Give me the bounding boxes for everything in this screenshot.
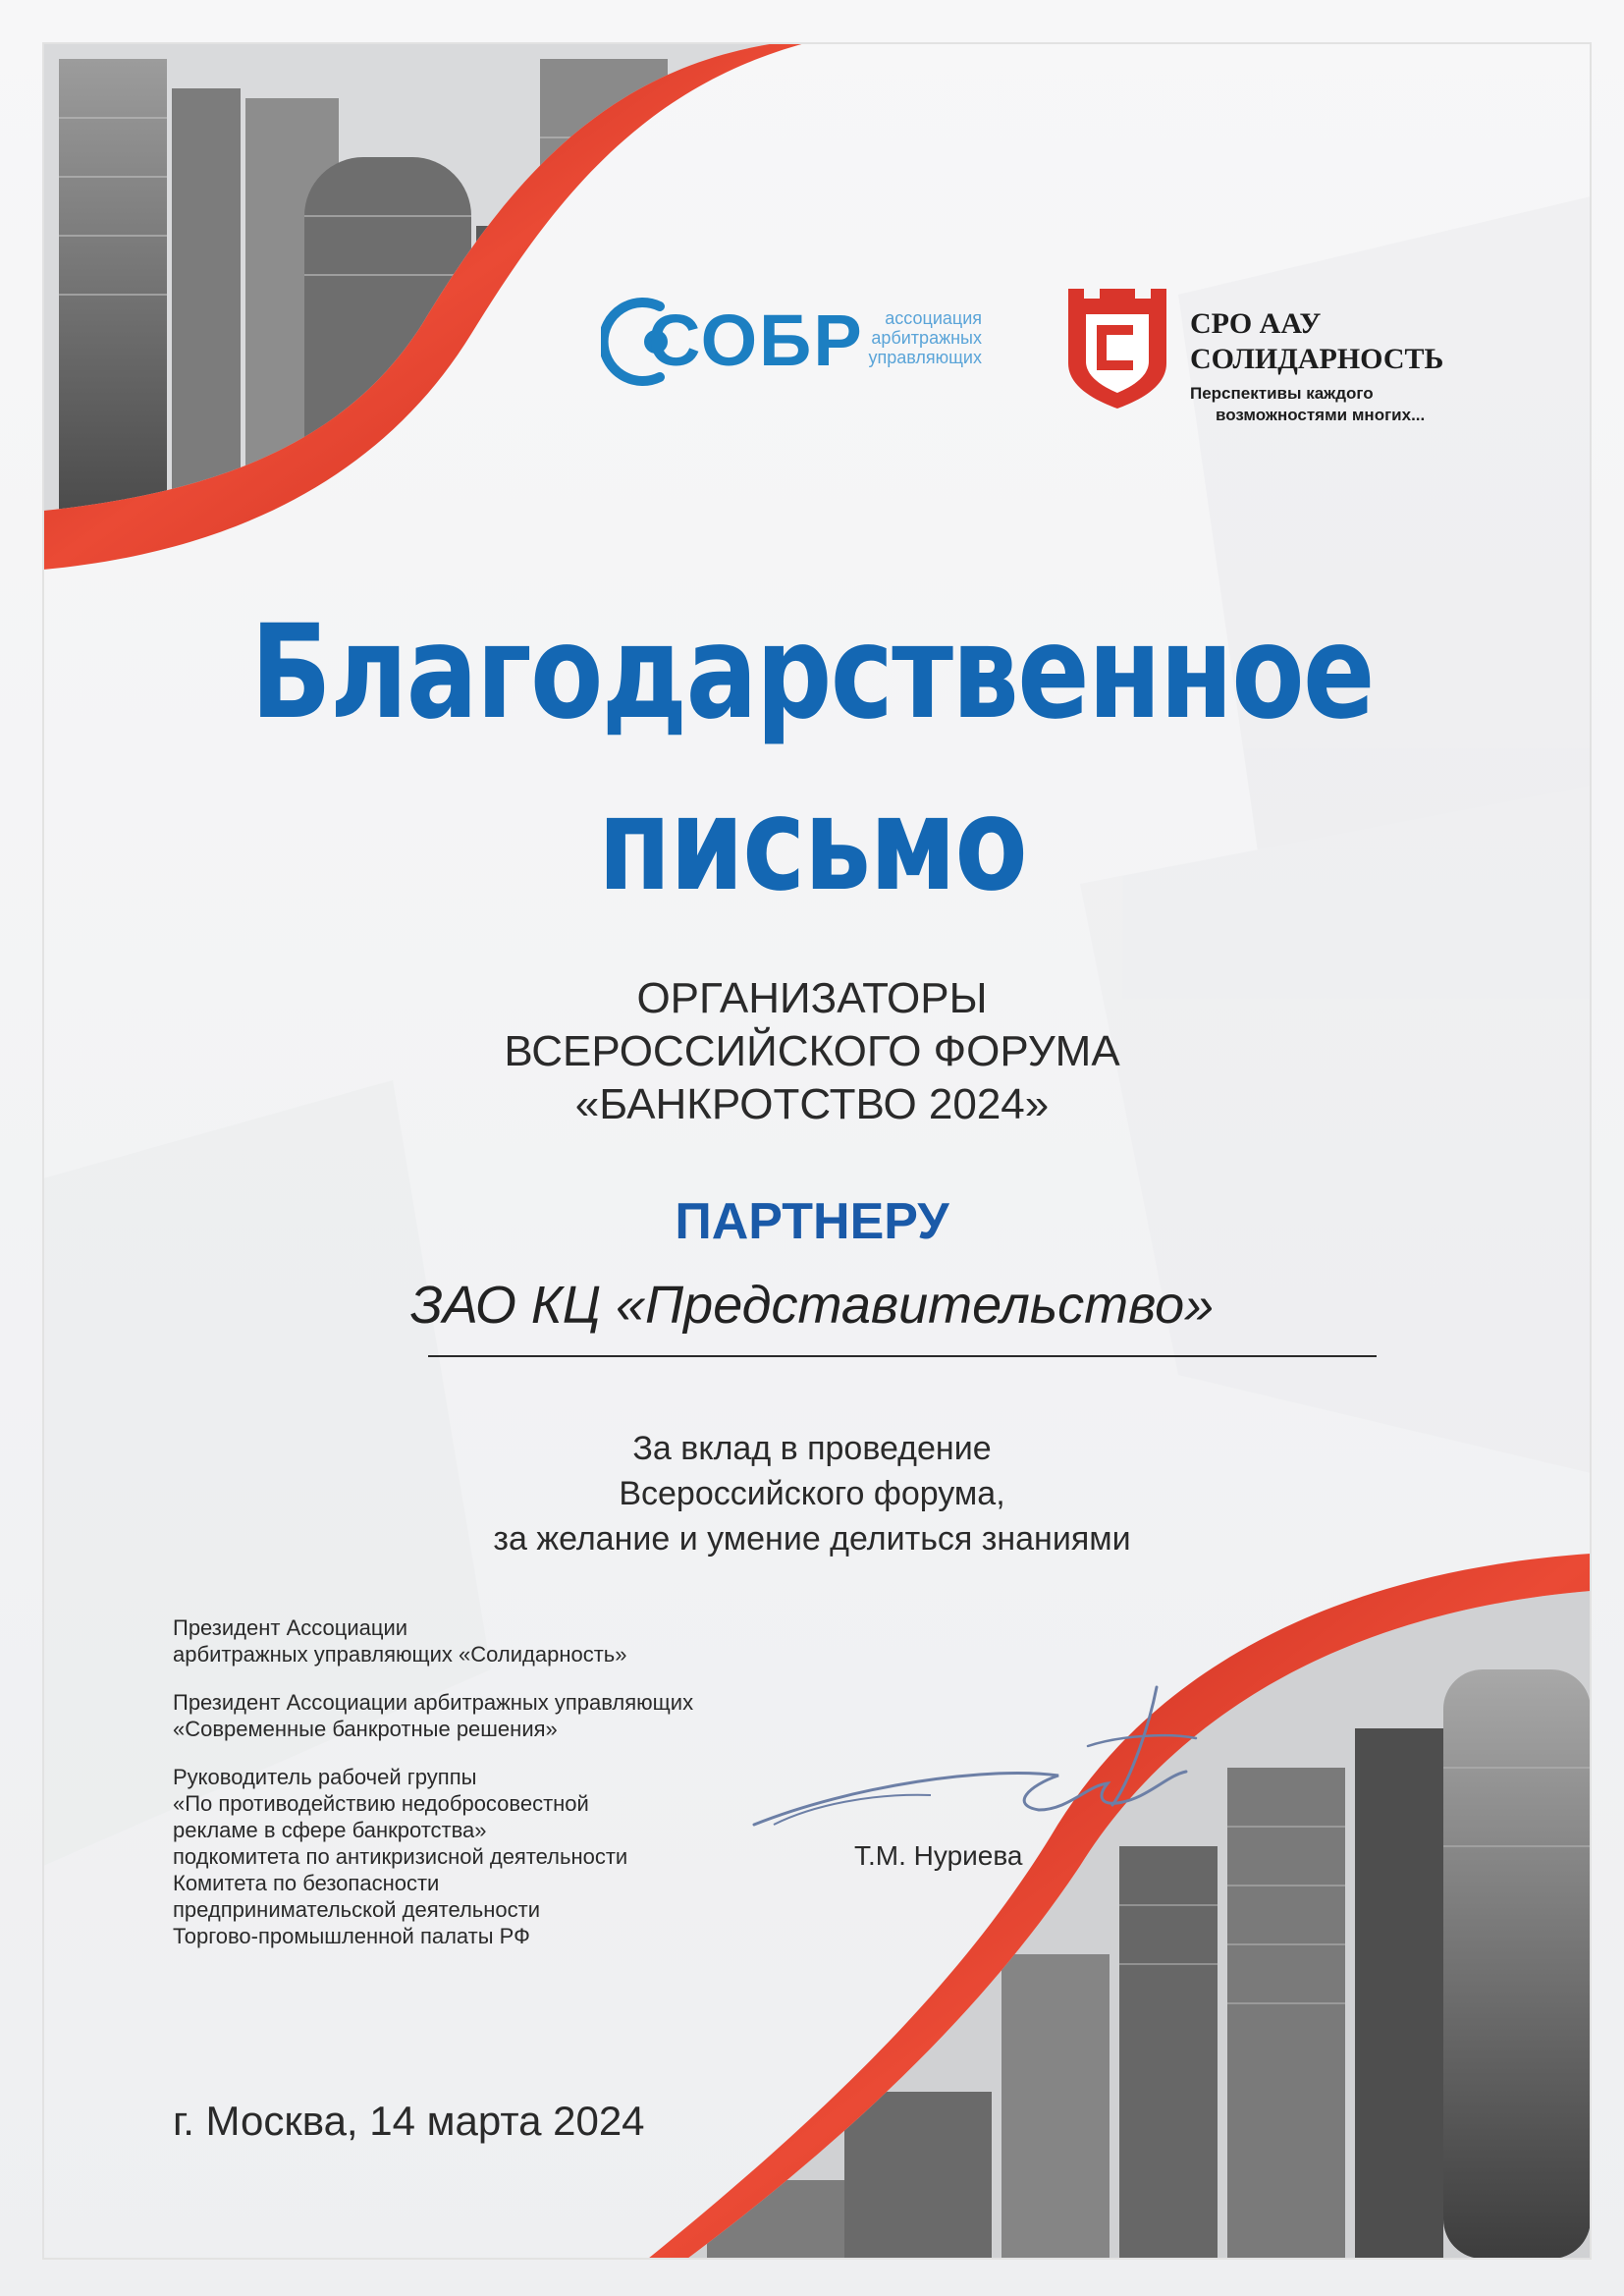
sro-tagline — [1190, 383, 1425, 426]
organizers-block — [0, 972, 1624, 1131]
signer-title-line: предпринимательской деятельности — [173, 1897, 540, 1922]
organizers-line: «БАНКРОТСТВО 2024» — [574, 1080, 1050, 1128]
signer-title — [173, 1614, 840, 1667]
top-skyline — [43, 43, 789, 520]
place-date: г. Москва, 14 марта 2024 — [173, 2098, 645, 2144]
sro-title-line: СРО ААУ — [1190, 307, 1322, 340]
sobr-subtitle-line: ассоциация — [885, 308, 982, 328]
organizers-line: ВСЕРОССИЙСКОГО ФОРУМА — [504, 1027, 1120, 1075]
sobr-logo — [601, 291, 982, 399]
reason-line: за желание и умение делиться знаниями — [493, 1520, 1131, 1558]
sro-title-line: СОЛИДАРНОСТЬ — [1190, 343, 1444, 375]
sobr-subtitle — [795, 308, 982, 367]
signer-title-line: Президент Ассоциации арбитражных управляющих — [173, 1690, 694, 1715]
reason-line: За вклад в проведение — [632, 1430, 992, 1467]
signer-title-line: Торгово-промышленной палаты РФ — [173, 1924, 530, 1948]
signer-title-line: «По противодействию недобросовестной — [173, 1791, 589, 1816]
reason-block — [0, 1426, 1624, 1561]
sro-title — [1190, 306, 1443, 377]
heading-line-2: письмо — [597, 769, 1027, 920]
signer-title-line: Президент Ассоциации — [173, 1615, 408, 1640]
sro-tagline-line: возможностями многих... — [1216, 406, 1426, 424]
partner-label: ПАРТНЕРУ — [675, 1193, 949, 1250]
shield-icon — [1060, 285, 1174, 412]
sro-logo — [1060, 285, 1483, 432]
sobr-subtitle-line: арбитражных — [871, 328, 982, 348]
sobr-subtitle-line: управляющих — [868, 348, 982, 367]
recipient-name: ЗАО КЦ «Представительство» — [409, 1276, 1215, 1335]
signer-name: Т.М. Нуриева — [854, 1840, 1023, 1871]
signature-image — [734, 1677, 1206, 1854]
signer-title-line: рекламе в сфере банкротства» — [173, 1818, 487, 1842]
sobr-mark: СОБР — [648, 300, 864, 381]
signer-title-line: Руководитель рабочей группы — [173, 1765, 477, 1789]
recipient-underline — [428, 1355, 1377, 1357]
signer-title-line: Комитета по безопасности — [173, 1871, 440, 1895]
heading-line-1: Благодарственное — [250, 597, 1374, 748]
sro-tagline-line: Перспективы каждого — [1190, 384, 1374, 403]
signer-title-line: арбитражных управляющих «Солидарность» — [173, 1642, 627, 1667]
organizers-line: ОРГАНИЗАТОРЫ — [636, 974, 988, 1022]
reason-line: Всероссийского форума, — [619, 1475, 1005, 1512]
signer-title-line: «Современные банкротные решения» — [173, 1717, 558, 1741]
signer-title-line: подкомитета по антикризисной деятельности — [173, 1844, 628, 1869]
